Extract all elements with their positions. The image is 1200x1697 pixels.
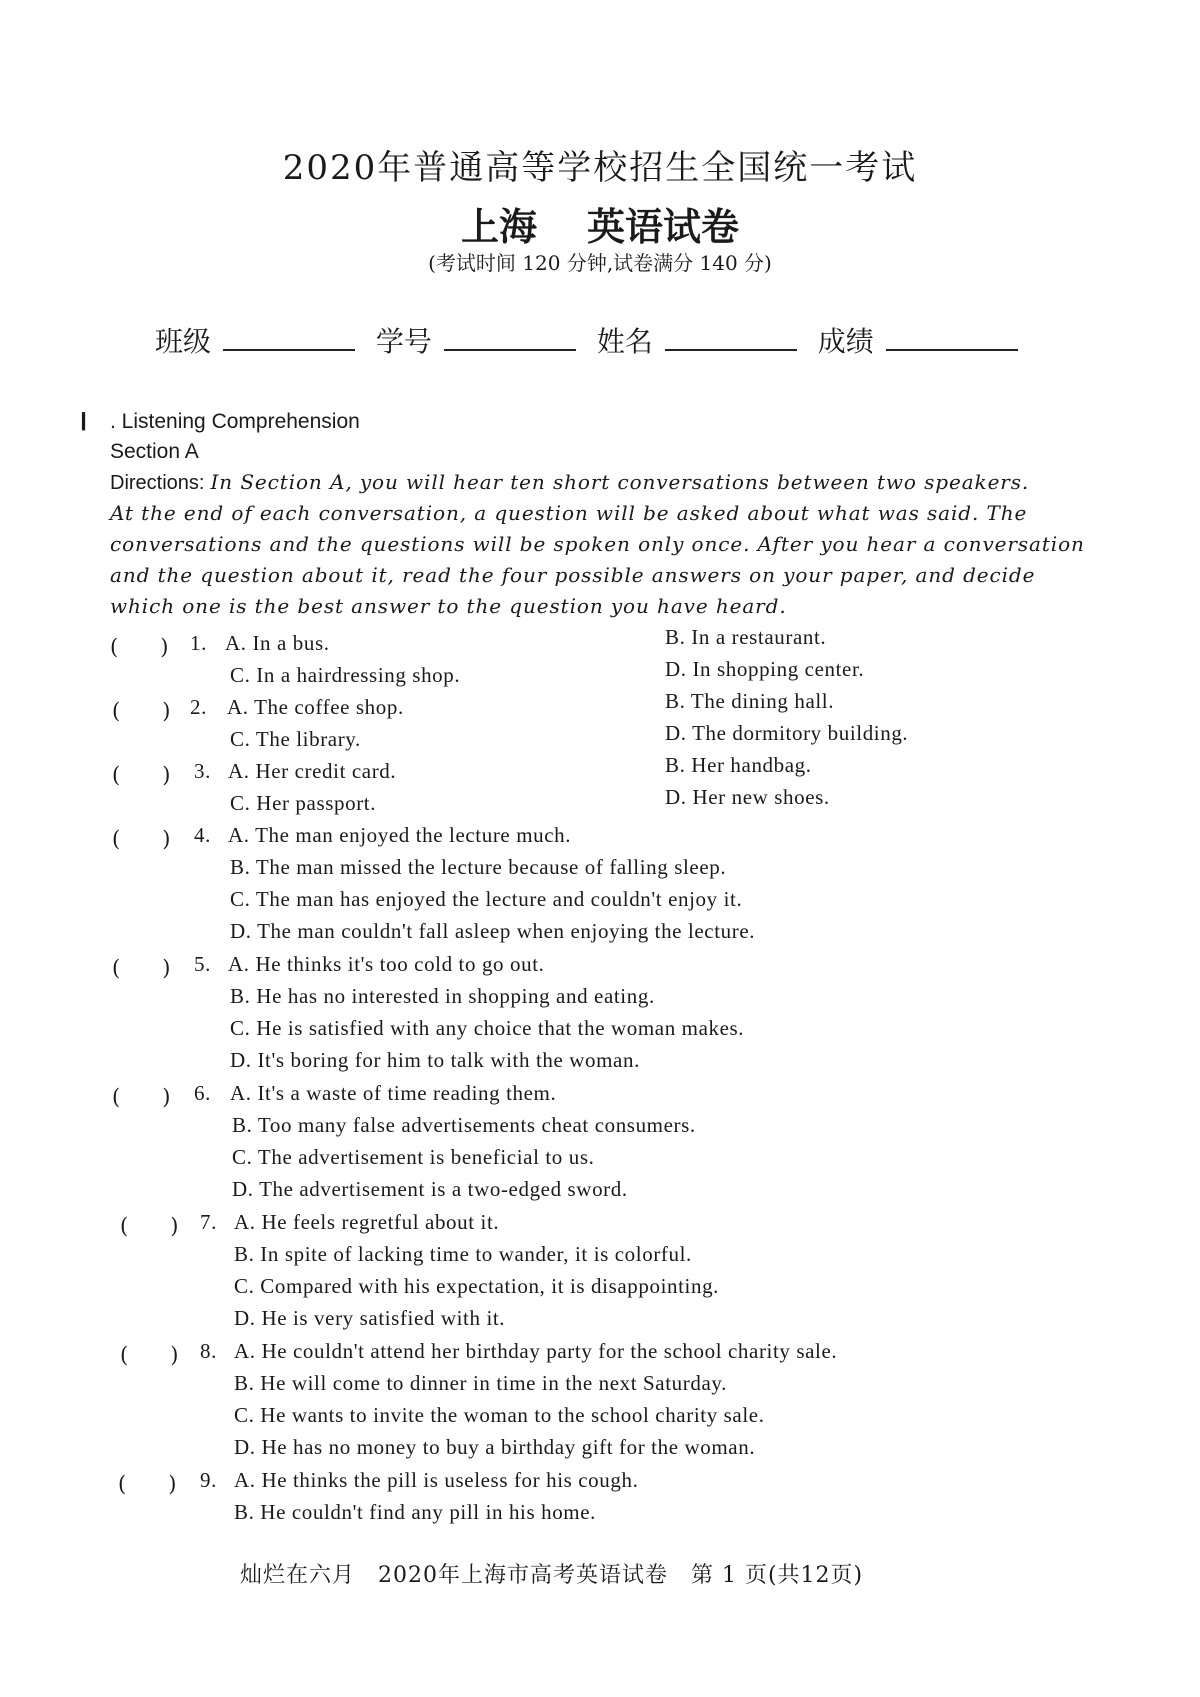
option-a: A. It's a waste of time reading them. (230, 1081, 557, 1105)
question-number: 2. (190, 695, 207, 719)
question-number: 4. (194, 823, 211, 847)
directions-label: Directions: (110, 472, 205, 494)
option-a: A. The coffee shop. (227, 695, 404, 719)
score-blank[interactable] (886, 323, 1018, 351)
option-b: B. In a restaurant. (665, 625, 827, 649)
answer-bracket[interactable]: ( ) (110, 635, 169, 659)
option-c: C. In a hairdressing shop. (230, 663, 461, 687)
option-c: C. He wants to invite the woman to the school charity sale. (234, 1403, 765, 1427)
option-d: D. The dormitory building. (665, 721, 909, 745)
option-d: D. He has no money to buy a birthday gift for the woman. (234, 1435, 756, 1459)
option-b: B. In spite of lacking time to wander, it is colorful. (234, 1242, 692, 1266)
answer-bracket[interactable]: ( ) (112, 763, 171, 787)
option-c: C. The man has enjoyed the lecture and couldn't enjoy it. (230, 887, 743, 911)
directions-line: conversations and the questions will be spoken only once. After you hear a conversation (110, 532, 1085, 556)
question-number: 8. (200, 1339, 217, 1363)
option-d: D. It's boring for him to talk with the woman. (230, 1048, 640, 1072)
option-c: C. The library. (230, 727, 361, 751)
directions-line: and the question about it, read the four possible answers on your paper, and decide (110, 563, 1036, 587)
question-number: 3. (194, 759, 211, 783)
answer-bracket[interactable]: ( ) (120, 1343, 179, 1367)
exam-note: (考试时间 120 分钟,试卷满分 140 分) (428, 251, 772, 275)
name-blank[interactable] (665, 323, 797, 351)
option-a: A. He feels regretful about it. (234, 1210, 500, 1234)
student-info-fields (155, 320, 1030, 360)
answer-bracket[interactable]: ( ) (112, 1085, 171, 1109)
name-field-label: 姓名 (596, 325, 653, 358)
paper-title (0, 196, 1200, 251)
question-number: 9. (200, 1468, 217, 1492)
subject-label: 英语试卷 (587, 205, 740, 249)
option-a: A. The man enjoyed the lecture much. (228, 823, 572, 847)
answer-bracket[interactable]: ( ) (120, 1214, 179, 1238)
option-d: D. He is very satisfied with it. (234, 1306, 506, 1330)
directions-line: Directions: In Section A, you will hear ten short conversations between two speakers. (110, 470, 1030, 494)
exam-title: 2020年普通高等学校招生全国统一考试 (282, 148, 918, 188)
option-d: D. In shopping center. (665, 657, 865, 681)
region-label: 上海 (460, 205, 537, 249)
section-title: Section A (110, 440, 199, 463)
answer-bracket[interactable]: ( ) (118, 1472, 177, 1496)
option-a: A. He couldn't attend her birthday party for the school charity sale. (234, 1339, 838, 1363)
question-number: 6. (194, 1081, 211, 1105)
option-b: B. The dining hall. (665, 689, 835, 713)
score-field-label: 成绩 (817, 325, 874, 358)
option-a: A. Her credit card. (228, 759, 397, 783)
option-d: D. Her new shoes. (665, 785, 830, 809)
option-c: C. He is satisfied with any choice that the woman makes. (230, 1016, 745, 1040)
option-b: B. Her handbag. (665, 753, 812, 777)
option-d: D. The man couldn't fall asleep when enjoying the lecture. (230, 919, 756, 943)
class-field-label: 班级 (155, 325, 212, 358)
option-d: D. The advertisement is a two-edged sword. (232, 1177, 628, 1201)
question-number: 7. (200, 1210, 217, 1234)
answer-bracket[interactable]: ( ) (112, 699, 171, 723)
directions-line: At the end of each conversation, a question will be asked about what was said. The (110, 501, 1028, 525)
directions-line: which one is the best answer to the question you have heard. (110, 594, 787, 618)
question-number: 1. (190, 631, 207, 655)
part-title: . Listening Comprehension (110, 410, 360, 433)
question-number: 5. (194, 952, 211, 976)
answer-bracket[interactable]: ( ) (112, 956, 171, 980)
option-c: C. Compared with his expectation, it is disappointing. (234, 1274, 720, 1298)
option-b: B. The man missed the lecture because of falling sleep. (230, 855, 727, 879)
student-number-field-label: 学号 (375, 325, 432, 358)
option-a: A. In a bus. (225, 631, 330, 655)
class-blank[interactable] (223, 323, 355, 351)
page-footer: 灿烂在六月 2020年上海市高考英语试卷 第 1 页(共12页) (240, 1563, 864, 1588)
option-b: B. He has no interested in shopping and eating. (230, 984, 655, 1008)
option-b: B. Too many false advertisements cheat consumers. (232, 1113, 696, 1137)
option-a: A. He thinks it's too cold to go out. (228, 952, 545, 976)
option-a: A. He thinks the pill is useless for his cough. (234, 1468, 639, 1492)
option-c: C. Her passport. (230, 791, 377, 815)
answer-bracket[interactable]: ( ) (112, 827, 171, 851)
student-number-blank[interactable] (444, 323, 576, 351)
option-b: B. He couldn't find any pill in his home. (234, 1500, 597, 1524)
part-number: Ⅰ (80, 410, 88, 436)
option-b: B. He will come to dinner in time in the next Saturday. (234, 1371, 727, 1395)
option-c: C. The advertisement is beneficial to us. (232, 1145, 595, 1169)
